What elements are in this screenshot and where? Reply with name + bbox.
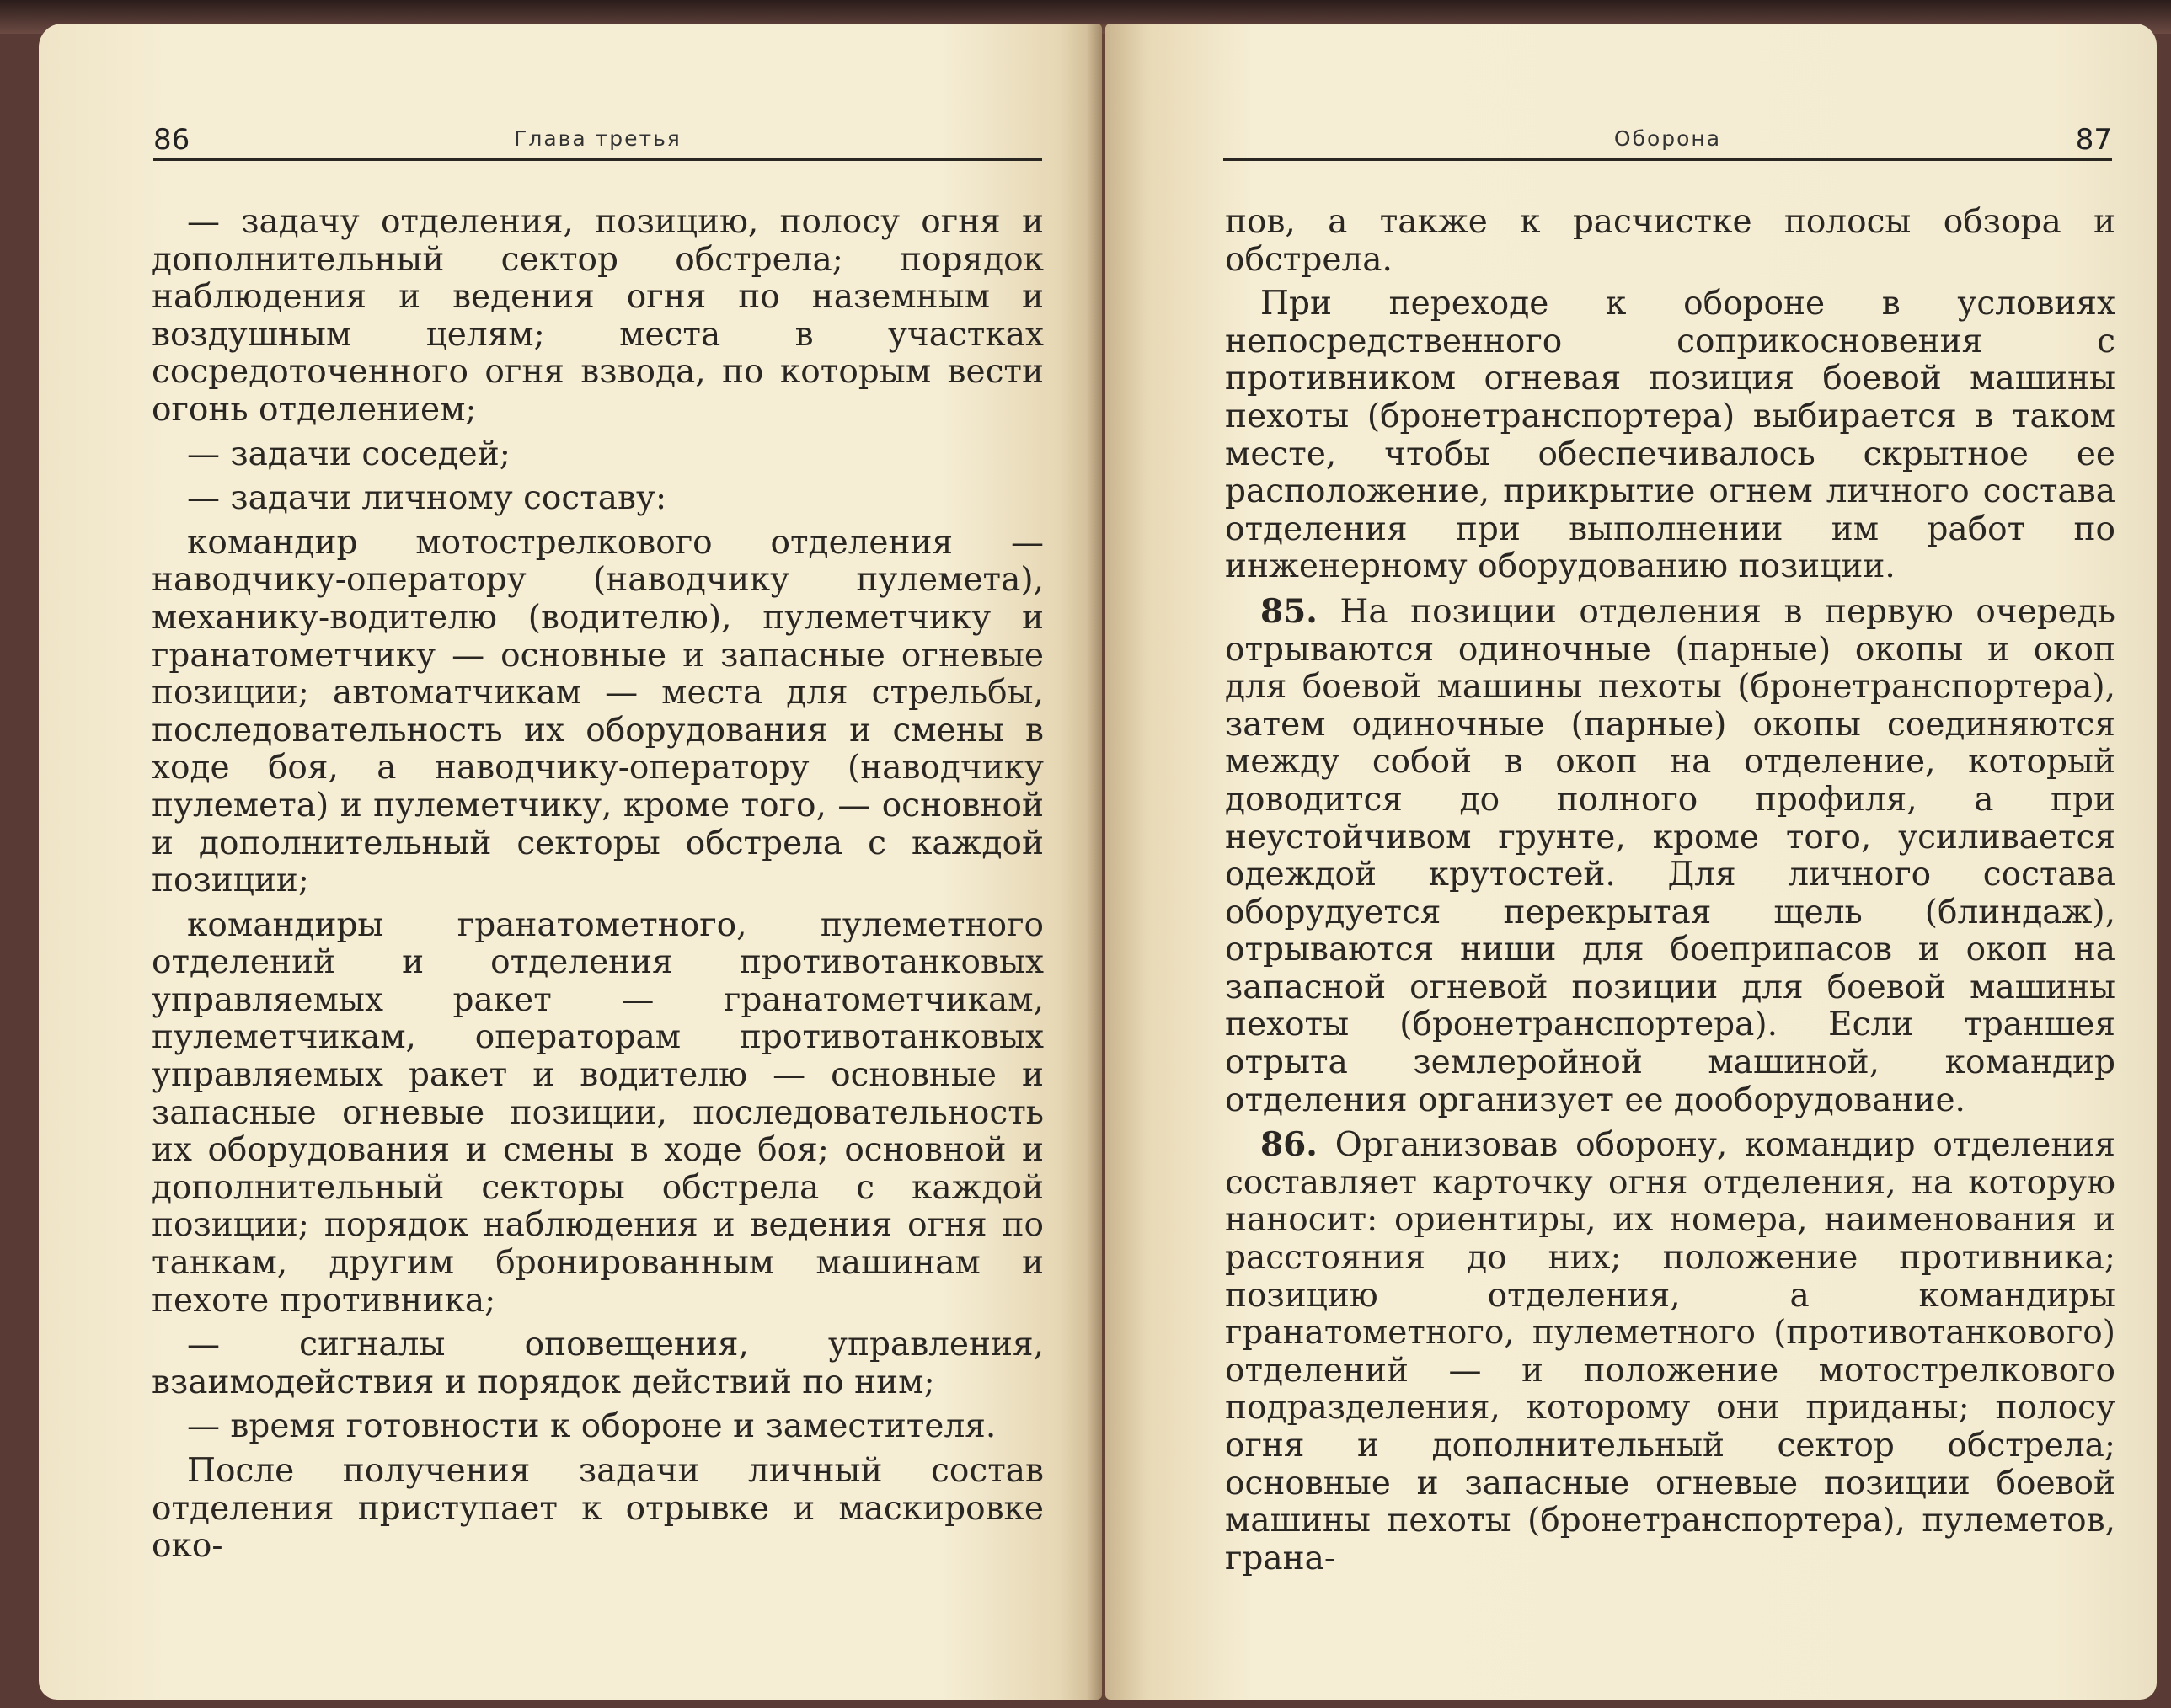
- paragraph-text: На позиции отделения в первую очередь отрываются одиночные (парные) окопы и окоп для боевой машины пехоты (бронетранспортера), затем одиночные (парные) окопы соединяются между собой в окоп на отделение, который доводится до полного профиля, а при неустойчивом грунте, кроме того, усиливается одеждой крутостей. Для личного состава оборудуется перекрытая щель (блиндаж), отрываются ниши для боеприпасов и окоп на запасной огневой позиции для боевой машины пехоты (бронетранспортера). Если траншея отрыта землеройной машиной, командир отделения организует ее дооборудование.: [1225, 592, 2115, 1119]
- right-page-body: [1225, 204, 2115, 1584]
- left-page-body: [152, 204, 1044, 1572]
- paragraph: — задачи соседей;: [187, 435, 511, 473]
- right-page-number: 87: [2075, 123, 2112, 157]
- left-page: [39, 24, 1102, 1700]
- left-page-header: [153, 108, 1042, 161]
- paragraph-text: Организовав оборону, командир отделения составляет карточку огня отделения, на которую наносит: ориентиры, их номера, наименования и расстояния до них; положение противника; позицию отделения, а командиры гранатометного, пулеметного (противотанкового) отделений — и положение мотострелкового подразделения, которому они приданы; полосу огня и дополнительный сектор обстрела; основные и запасные огневые позиции боевой машины пехоты (бронетранспортера), пулеметов, грана-: [1225, 1126, 2115, 1577]
- paragraph-number: 86.: [1260, 1125, 1318, 1165]
- paragraph-85: [1225, 593, 2115, 1119]
- right-running-head: Оборона: [1613, 126, 1722, 151]
- left-running-head: Глава третья: [514, 126, 682, 151]
- paragraph-number: 85.: [1260, 591, 1318, 631]
- left-page-number: 86: [153, 123, 190, 157]
- paragraph: При переходе к обороне в условиях непосредственного соприкосновения с противником огневая позиция боевой машины пехоты (бронетранспортера) выбирается в таком месте, чтобы обеспечивалось скрытное ее расположение, прикрытие огнем личного состава отделения при выполнении им работ по инженерному оборудованию позиции.: [1225, 285, 2115, 586]
- right-page: [1105, 24, 2157, 1700]
- paragraph: После получения задачи личный состав отделения приступает к отрывке и маскировке око-: [152, 1452, 1044, 1566]
- paragraph-86: [1225, 1126, 2115, 1577]
- right-page-header: [1223, 108, 2112, 161]
- paragraph: — задачи личному составу:: [187, 479, 667, 518]
- paragraph: — задачу отделения, позицию, полосу огня и дополнительный сектор обстрела; порядок наблюдения и ведения огня по наземным и воздушным целям; места в участках сосредоточенного огня взвода, по которым вести огонь отделением;: [152, 203, 1044, 429]
- paragraph: — сигналы оповещения, управления, взаимодействия и порядок действий по ним;: [152, 1326, 1044, 1401]
- paragraph-continuation: пов, а также к расчистке полосы обзора и обстрела.: [1225, 203, 2115, 279]
- paragraph: командир мотострелкового отделения — наводчику-оператору (наводчику пулемета), механику-водителю (водителю), пулеметчику и гранатометчику — основные и запасные огневые позиции; автоматчикам — места для стрельбы, последовательность их оборудования и смены в ходе боя, а наводчику-оператору (наводчику пулемета) и пулеметчику, кроме того, — основной и дополнительный секторы обстрела с каждой позиции;: [152, 523, 1044, 900]
- paragraph: — время готовности к обороне и заместителя.: [187, 1407, 997, 1446]
- paragraph: командиры гранатометного, пулеметного отделений и отделения противотанковых управляемых ракет — гранатометчикам, пулеметчикам, операторам противотанковых управляемых ракет и водителю — основные и запасные огневые позиции, последовательность их оборудования и смены в ходе боя; основной и дополнительный секторы обстрела с каждой позиции; порядок наблюдения и ведения огня по танкам, другим бронированным машинам и пехоте противника;: [152, 905, 1044, 1320]
